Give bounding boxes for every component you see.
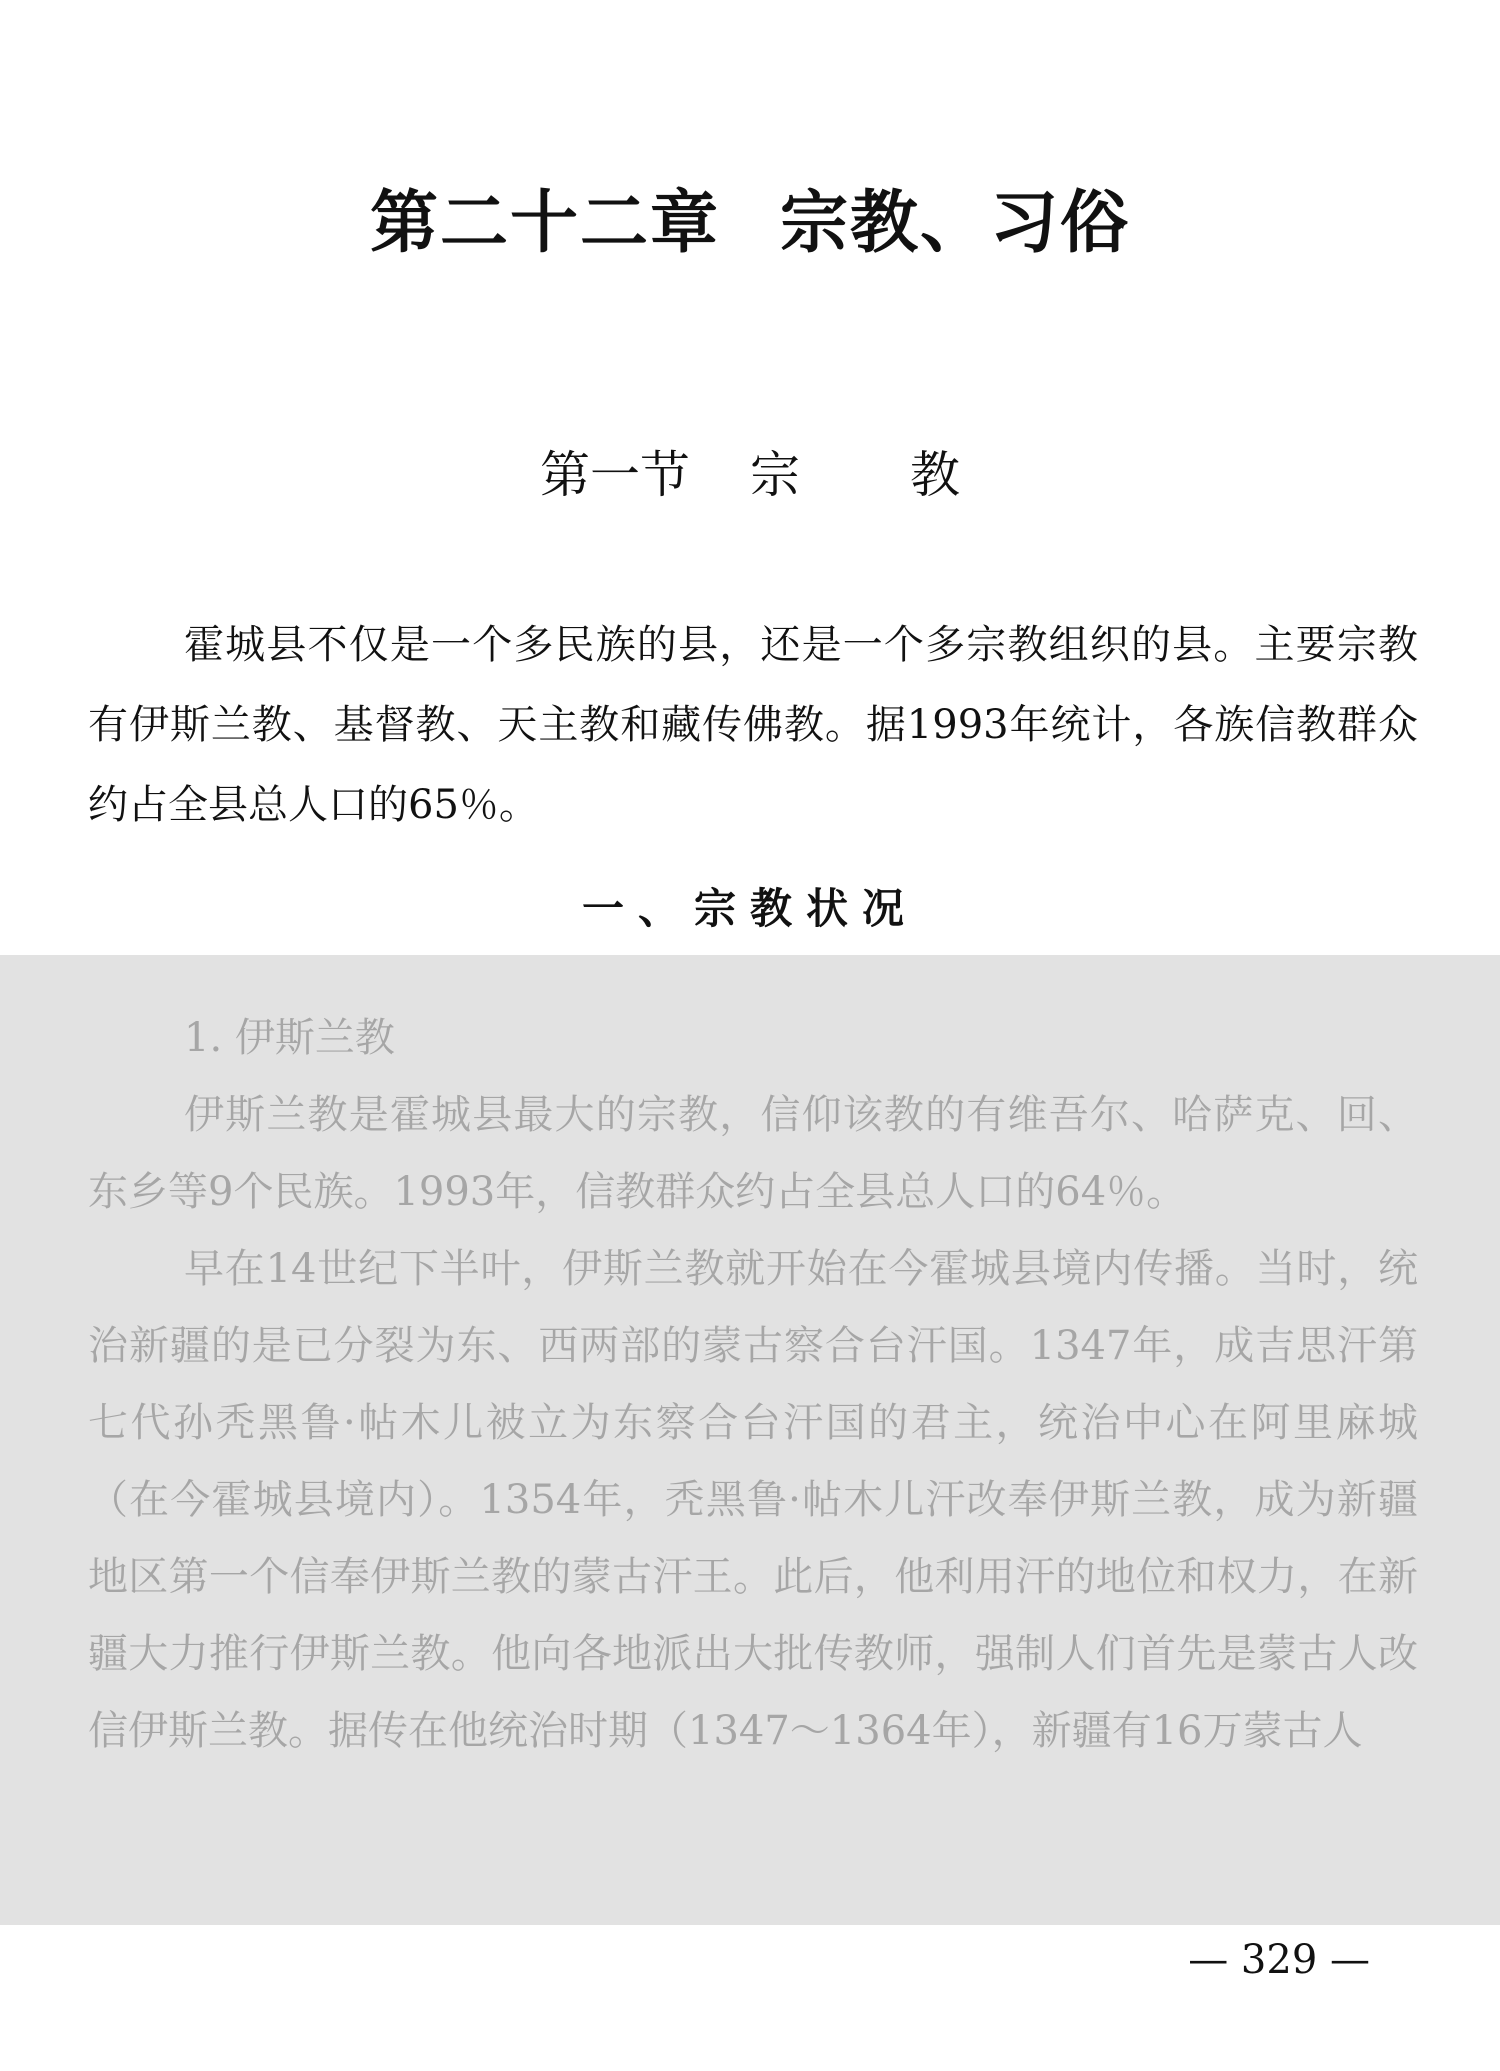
chapter-name: 宗教、习俗 — [780, 184, 1131, 263]
subheading-religion-status: 一、宗教状况 — [581, 884, 918, 933]
islam-paragraph-2: 早在14世纪下半叶，伊斯兰教就开始在今霍城县境内传播。当时，统治新疆的是已分裂为东、西两部的蒙古察合台汗国。1347年，成吉思汗第七代孙秃黑鲁·帖木儿被立为东察合台汗国的君主，统治中心在阿里麻城（在今霍城县境内）。1354年，秃黑鲁·帖木儿汗改奉伊斯兰教，成为新疆地区第一个信奉伊斯兰教的蒙古汗王。此后，他利用汗的地位和权力，在新疆大力推行伊斯兰教。他向各地派出大批传教师，强制人们首先是蒙古人改信伊斯兰教。据传在他统治时期（1347～1364年），新疆有16万蒙古人 — [88, 1246, 1418, 1754]
section-title — [0, 446, 1500, 504]
section-name-part1: 宗 — [750, 446, 800, 504]
islam-paragraph-1: 伊斯兰教是霍城县最大的宗教，信仰该教的有维吾尔、哈萨克、回、东乡等9个民族。1993年，信教群众约占全县总人口的64％。 — [88, 1092, 1418, 1215]
page-number: — 329 — — [1188, 1937, 1370, 1983]
section-number: 第一节 — [540, 446, 690, 504]
intro-paragraph: 霍城县不仅是一个多民族的县，还是一个多宗教组织的县。主要宗教有伊斯兰教、基督教、天主教和藏传佛教。据1993年统计，各族信教群众约占全县总人口的65％。 — [88, 622, 1418, 828]
section-name-part2: 教 — [910, 446, 960, 504]
chapter-number: 第二十二章 — [369, 184, 720, 263]
islam-section — [88, 1000, 1418, 1770]
islam-heading: 1. 伊斯兰教 — [184, 1015, 395, 1061]
chapter-title — [0, 184, 1500, 263]
